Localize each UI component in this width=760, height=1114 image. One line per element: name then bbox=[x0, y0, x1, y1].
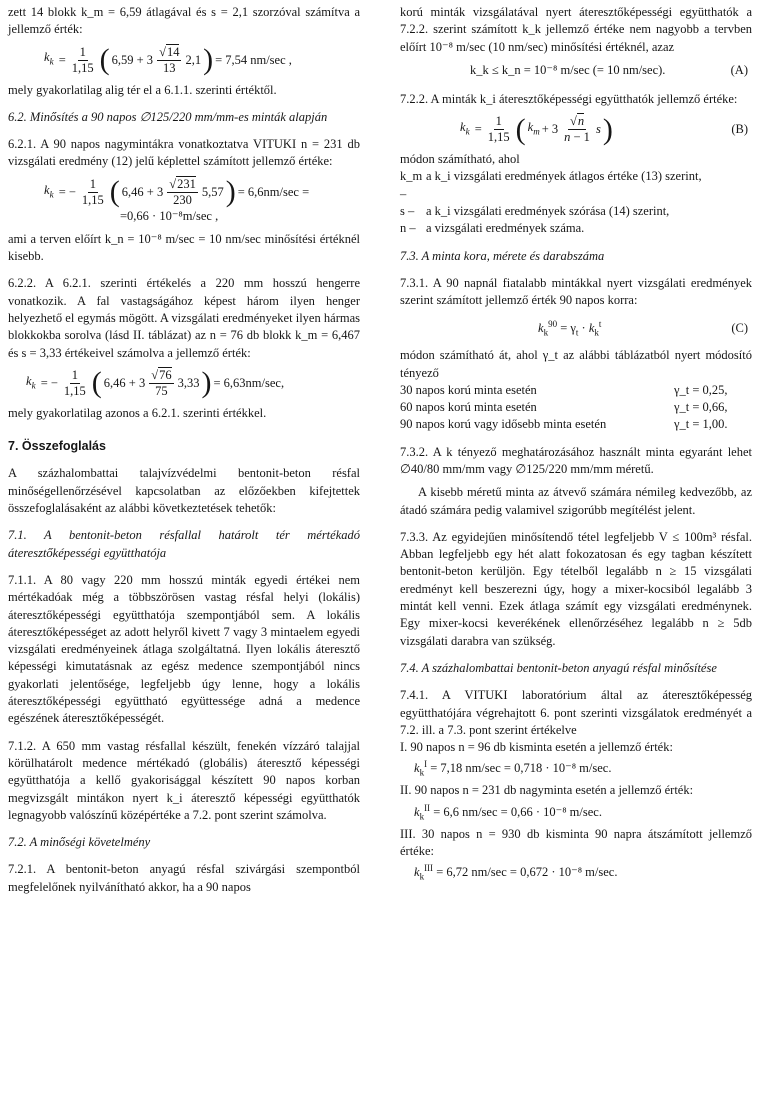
formula-result: = 7,54 nm/sec , bbox=[215, 52, 292, 67]
formula-result: = 6,6nm/sec = bbox=[237, 184, 310, 199]
result-item: II. 90 napos n = 231 db nagyminta esetén a jellemző érték: bbox=[400, 783, 694, 798]
formula-result: = 6,63nm/sec, bbox=[213, 375, 285, 390]
section-heading: 7. Összefoglalás bbox=[8, 439, 106, 454]
paragraph: 7.1.1. A 80 vagy 220 mm hosszú minták egyedi értékei nem mértékadóak még a többszörösen vastag résfal helyi (lokális) áteresztőképességi együtthatója szempontjából sem. A lokális áteresztőképességet az adott helyről kivett 7 vagy 3 mintaelem egyedi vizsgálati eredményeinek átlaga szolgáltatná. Ilyen lokális áteresztő képességi kimutatásnak az egész medence szempontjából nincs gyakorlati jelentősége, legfeljebb úgy lenne, hogy a lokális áteresztőképességi együttható együttessége adná a medence egészének áteresztőképességét. bbox=[8, 572, 360, 726]
result-item: I. 90 napos n = 96 db kisminta esetén a jellemző érték: bbox=[400, 740, 673, 755]
equation-tag: (B) bbox=[731, 122, 748, 137]
paragraph: A kisebb méretű minta az átvevő számára némileg kedvezőbb, az átadó számára pedig valamivel szigorúbb megítélést jelent. bbox=[400, 485, 752, 517]
equation-tag: (A) bbox=[730, 62, 748, 77]
paragraph: 6.2.1. A 90 napos nagymintákra vonatkoztatva VITUKI n = 231 db vizsgálati eredmény (12) jelű képlettel számított jellemző értéke: bbox=[8, 137, 360, 169]
section-heading: 7.1. A bentonit-beton résfallal határolt tér mértékadó áteresztőképességi együtthatója bbox=[8, 528, 360, 560]
definition-list bbox=[400, 168, 752, 237]
table-row: 60 napos korú minta esetén γ_t = 0,66, bbox=[400, 400, 728, 415]
paragraph: 7.2.2. A minták k_i áteresztőképességi együtthatók jellemző értéke: bbox=[400, 91, 738, 106]
paragraph: 6.2.2. A 6.2.1. szerinti értékelés a 220 mm hosszú hengerre vonatkozik. A fal vastagságához képest három ilyen henger helyezhető el egymás mögött. A vizsgálati eredményeket ilyen hármas blokkokba sorolva (lásd II. táblázat) az n = 76 db blokk k_m = 6,467 és s = 3,33 értékeivel számolva a jellemző érték: bbox=[8, 276, 360, 360]
table-row: 30 napos korú minta esetén γ_t = 0,25, bbox=[400, 382, 728, 397]
section-heading: 7.3. A minta kora, mérete és darabszáma bbox=[400, 248, 605, 263]
paragraph: A százhalombattai talajvízvédelmi bentonit-beton résfal minőségellenőrzésével kapcsolatban az előzőekben kifejtettek összefoglalásaként az alábbi következtetések tehetők: bbox=[8, 466, 360, 516]
formula-C: $k_k^{90} = \gamma_t \cdot k_k^t$ (C) bbox=[400, 316, 752, 342]
paragraph: 7.3.3. Az egyidejűen minősítendő tétel legfeljebb V ≤ 100m³ résfal. Abban legfeljebb egy hét alatt fokozatosan és egy tagban készített bentonit-beton kerüljön. Egy tételből legalább n ≥ 15 vizsgálati eredményt kell beszerezni úgy, hogy a mixer-kocsiból legalább 3 mintát kell venni. Ezek átlaga számít egy vizsgálati eredménynek. Egy mixer-kocsi keverékének ellenőrzéséhez legalább n ≥ 5db vizsgálati darabra van szükség. bbox=[400, 529, 752, 648]
formula-result-cont: =0,66 · 10⁻⁸m/sec , bbox=[120, 208, 219, 223]
formula-kk-large: $k_k$ = − $\frac{1}{1,15}$ ( 6,46 + 3 $\frac{√231}{230}$ 5,57 ) = 6,6nm/sec = =0,66 · 10⁻⁸m/sec , bbox=[8, 177, 360, 225]
paragraph: módon számítható át, ahol γ_t az alábbi táblázatból nyert módosító tényező bbox=[400, 348, 752, 380]
result-value: $k_k^{II} = 6,6$ nm/sec = 0,66 · 10⁻⁸ m/sec. bbox=[414, 802, 602, 822]
formula-kk-triple: $k_k$ = − $\frac{1}{1,15}$ ( 6,46 + 3 $\frac{√76}{75}$ 3,33 ) = 6,63nm/sec, bbox=[26, 366, 285, 400]
age-factor-table bbox=[400, 382, 752, 434]
paragraph: mely gyakorlatilag azonos a 6.2.1. szerinti értékkel. bbox=[8, 405, 267, 420]
right-column bbox=[400, 4, 752, 886]
paragraph: módon számítható, ahol bbox=[400, 152, 520, 167]
section-heading: 7.2. A minőségi követelmény bbox=[8, 835, 151, 850]
definition-item: k_m – a k_i vizsgálati eredmények átlagos értéke (13) szerint, bbox=[400, 169, 702, 201]
paragraph: 7.3.1. A 90 napnál fiatalabb mintákkal nyert vizsgálati eredmények szerint számított jellemző érték 90 napos korra: bbox=[400, 275, 752, 308]
result-value: $k_k^I = 7,18$ nm/sec = 0,718 · 10⁻⁸ m/sec. bbox=[414, 759, 612, 779]
paragraph: 7.2.1. A bentonit-beton anyagú résfal szivárgási szempontból megfelelőnek nyilvánítható akkor, ha a 90 napos bbox=[8, 862, 360, 894]
equation-tag: (C) bbox=[731, 320, 748, 335]
section-heading: 6.2. Minősítés a 90 napos ∅125/220 mm/mm-es minták alapján bbox=[8, 109, 328, 124]
left-column bbox=[8, 4, 360, 896]
paragraph: 7.3.2. A k tényező meghatározásához használt minta egyaránt lehet ∅40/80 mm/mm vagy ∅125/220 mm/mm méretű. bbox=[400, 444, 752, 476]
table-row: 90 napos korú vagy idősebb minta esetén γ_t = 1,00. bbox=[400, 417, 728, 432]
paragraph: ami a terven előírt k_n = 10⁻⁸ m/sec = 10 nm/sec minősítési értéknél kisebb. bbox=[8, 231, 360, 264]
paragraph: zett 14 blokk k_m = 6,59 átlagával és s = 2,1 szorzóval számítva a jellemző érték: bbox=[8, 5, 360, 37]
paragraph: 7.1.2. A 650 mm vastag résfallal készült, fenekén vízzáró talajjal körülhatárolt medence mértékadó (globális) áteresztő képességi együtthatója a kellő gyakorisággal készített 90 napos korban megvizsgált mintákon nyert k_i áteresztő képességi együtthatók legnagyobb valószínű középértéke a 7.2. pont szerint számolva. bbox=[8, 738, 360, 822]
formula-A bbox=[400, 62, 752, 79]
result-item: III. 30 napos n = 930 db kisminta 90 napra átszámított jellemző értéke: bbox=[400, 826, 752, 858]
paragraph: korú minták vizsgálatával nyert áteresztőképességi együtthatók a 7.2.2. szerint számított k_k jellemző értéke nem nagyobb a tervben előírt 10⁻⁸ m/sec (10 nm/sec) minősítési értéknél, azaz bbox=[400, 5, 752, 54]
formula-B: $k_k$ = $\frac{1}{1,15}$ ( $k_m$ + 3 $\frac{√n}{n - 1}$ s ) (B) bbox=[400, 114, 752, 145]
result-value: $k_k^{III} = 6,72$ nm/sec = 0,672 · 10⁻⁸ m/sec. bbox=[414, 863, 618, 882]
formula-kk-blocks: $k_k$ = $\frac{1}{1,15}$ ( 6,59 + 3 $\frac{√14}{13}$ 2,1 ) = 7,54 nm/sec , bbox=[44, 43, 292, 77]
formula-text: k_k ≤ k_n = 10⁻⁸ m/sec (= 10 nm/sec). bbox=[470, 62, 666, 77]
definition-item: n – a vizsgálati eredmények száma. bbox=[400, 221, 585, 236]
section-heading: 7.4. A százhalombattai bentonit-beton anyagú résfal minősítése bbox=[400, 660, 717, 675]
definition-item: s – a k_i vizsgálati eredmények szórása (14) szerint, bbox=[400, 204, 670, 219]
paragraph: 7.4.1. A VITUKI laboratórium által az áteresztőképesség együtthatójára végrehajtott 6. pont szerinti vizsgálatok eredményét a 7.2. ill. a 7.3. pont szerint értékelve bbox=[400, 688, 752, 737]
paragraph: mely gyakorlatilag alig tér el a 6.1.1. szerinti értéktől. bbox=[8, 82, 277, 97]
